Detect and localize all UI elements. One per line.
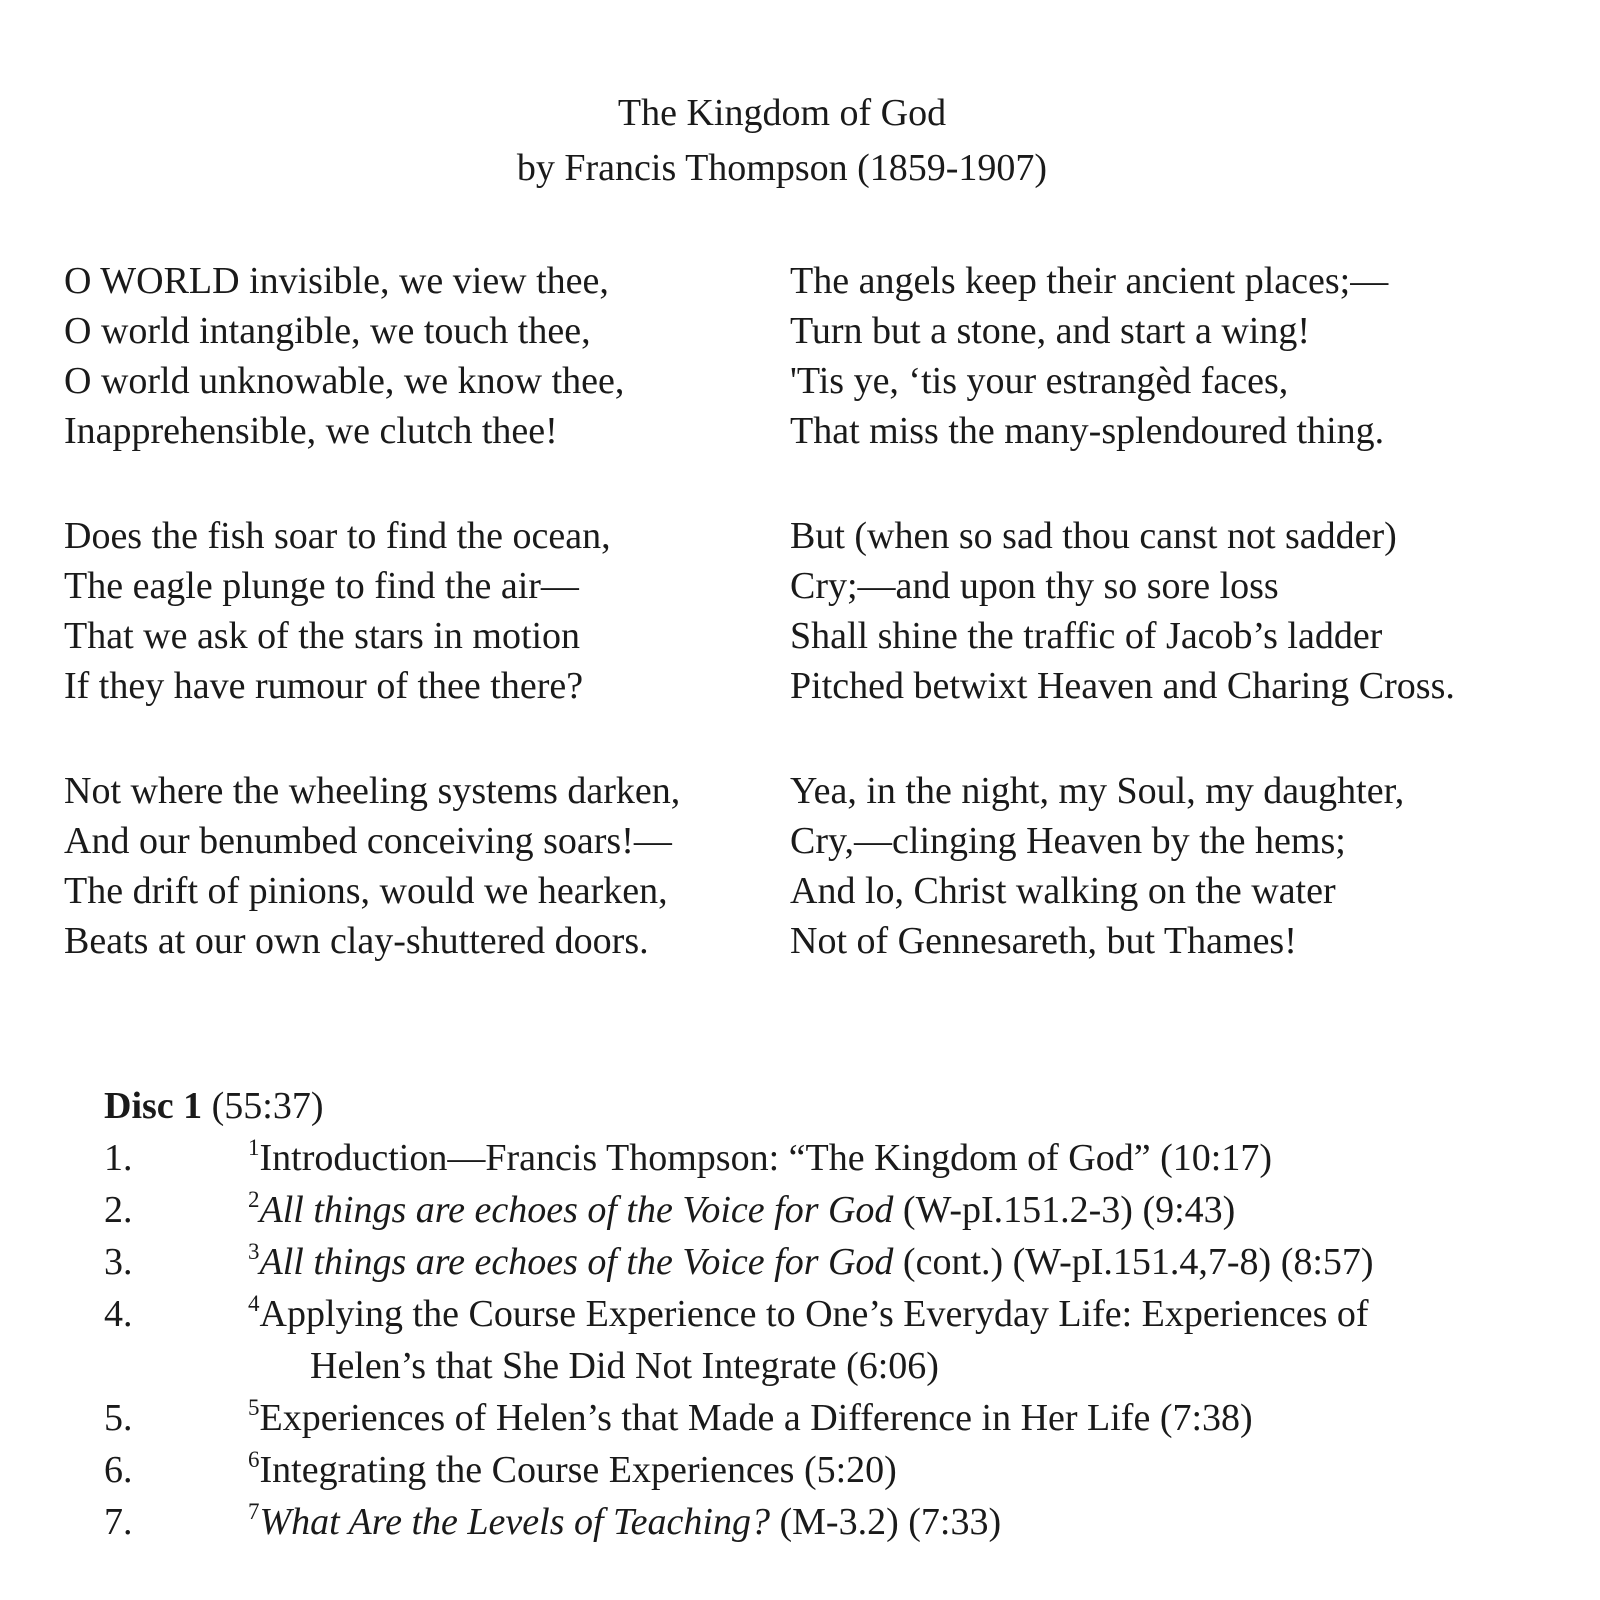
stanza-1: [64, 256, 790, 456]
poem-body: [0, 256, 1600, 1021]
poem-line: Cry,—clinging Heaven by the hems;: [790, 820, 1346, 862]
track-number: 3.: [104, 1241, 133, 1283]
poem-line: O world unknowable, we know thee,: [64, 360, 625, 402]
stanza-6: [790, 766, 1600, 966]
footnote-superscript: 1: [248, 1135, 260, 1160]
track-title-roman: (W-pI.151.2-3) (9:43): [893, 1189, 1236, 1231]
track-title: [248, 1132, 1600, 1184]
track-row-3: [104, 1236, 1600, 1288]
track-title: [248, 1392, 1600, 1444]
track-number: 5.: [104, 1397, 133, 1439]
track-title-roman: (M-3.2) (7:33): [769, 1501, 1002, 1543]
poem-line: And our benumbed conceiving soars!—: [64, 820, 672, 862]
poem-column-right: [790, 256, 1600, 1021]
stanza-3: [64, 766, 790, 966]
poem-line: The eagle plunge to find the air—: [64, 565, 579, 607]
poem-byline: by Francis Thompson (1859-1907): [516, 147, 1048, 189]
track-number: 2.: [104, 1189, 133, 1231]
poem-line: The angels keep their ancient places;—: [790, 260, 1389, 302]
track-row-5: [104, 1392, 1600, 1444]
track-number: 4.: [104, 1293, 133, 1335]
track-number: 1.: [104, 1137, 133, 1179]
track-row-7: [104, 1496, 1600, 1548]
track-title-roman: Integrating the Course Experiences (5:20): [259, 1449, 897, 1491]
poem-line: Inapprehensible, we clutch thee!: [64, 410, 558, 452]
poem-line: Shall shine the traffic of Jacob’s ladder: [790, 615, 1383, 657]
stanza-2: [64, 511, 790, 711]
track-title: [248, 1444, 1600, 1496]
poem-line: That we ask of the stars in motion: [64, 615, 581, 657]
disc-label: Disc 1: [104, 1085, 203, 1127]
track-row-4: [104, 1288, 1600, 1392]
footnote-superscript: 3: [248, 1239, 260, 1264]
track-title-italic: All things are echoes of the Voice for God: [259, 1241, 894, 1283]
track-title-italic: All things are echoes of the Voice for God: [259, 1189, 894, 1231]
disc-tracklist: [0, 1080, 1600, 1548]
footnote-superscript: 6: [248, 1447, 260, 1472]
poem-line: Turn but a stone, and start a wing!: [790, 310, 1310, 352]
poem-line: And lo, Christ walking on the water: [790, 870, 1336, 912]
track-number: 6.: [104, 1449, 133, 1491]
footnote-superscript: 5: [248, 1395, 260, 1420]
poem-line: The drift of pinions, would we hearken,: [64, 870, 668, 912]
footnote-superscript: 2: [248, 1187, 260, 1212]
track-row-6: [104, 1444, 1600, 1496]
track-row-1: [104, 1132, 1600, 1184]
track-row-2: [104, 1184, 1600, 1236]
track-number: 7.: [104, 1501, 133, 1543]
poem-title: The Kingdom of God: [617, 92, 947, 134]
poem-line: If they have rumour of thee there?: [64, 665, 584, 707]
poem-line: Cry;—and upon thy so sore loss: [790, 565, 1279, 607]
track-title-roman: Applying the Course Experience to One’s Everyday Life: Experiences of: [259, 1293, 1369, 1335]
poem-line: Yea, in the night, my Soul, my daughter,: [790, 770, 1405, 812]
track-title: [248, 1236, 1600, 1288]
track-title: [248, 1184, 1600, 1236]
poem-line: That miss the many-splendoured thing.: [790, 410, 1385, 452]
stanza-5: [790, 511, 1600, 711]
poem-line: Not of Gennesareth, but Thames!: [790, 920, 1297, 962]
track-title-roman: (cont.) (W-pI.151.4,7-8) (8:57): [893, 1241, 1374, 1283]
disc-duration: (55:37): [202, 1085, 324, 1127]
disc-heading: [104, 1080, 1600, 1132]
poem-line: Not where the wheeling systems darken,: [64, 770, 681, 812]
footnote-superscript: 4: [248, 1291, 260, 1316]
poem-line: Does the fish soar to find the ocean,: [64, 515, 611, 557]
track-title-continuation: Helen’s that She Did Not Integrate (6:06): [310, 1345, 939, 1387]
poem-column-left: [64, 256, 790, 1021]
poem-line: O world intangible, we touch thee,: [64, 310, 591, 352]
track-title: [248, 1288, 1600, 1392]
poem-line: But (when so sad thou canst not sadder): [790, 515, 1397, 557]
poem-line: 'Tis ye, ‘tis your estrangèd faces,: [790, 360, 1289, 402]
track-title: [248, 1496, 1600, 1548]
track-title-italic: What Are the Levels of Teaching?: [259, 1501, 770, 1543]
footnote-superscript: 7: [248, 1499, 260, 1524]
poem-header: [0, 86, 1600, 196]
track-title-roman: Experiences of Helen’s that Made a Difference in Her Life (7:38): [259, 1397, 1253, 1439]
stanza-4: [790, 256, 1600, 456]
poem-line: Pitched betwixt Heaven and Charing Cross.: [790, 665, 1455, 707]
poem-line: Beats at our own clay-shuttered doors.: [64, 920, 649, 962]
poem-line: O WORLD invisible, we view thee,: [64, 260, 609, 302]
track-title-roman: Introduction—Francis Thompson: “The Kingdom of God” (10:17): [259, 1137, 1272, 1179]
